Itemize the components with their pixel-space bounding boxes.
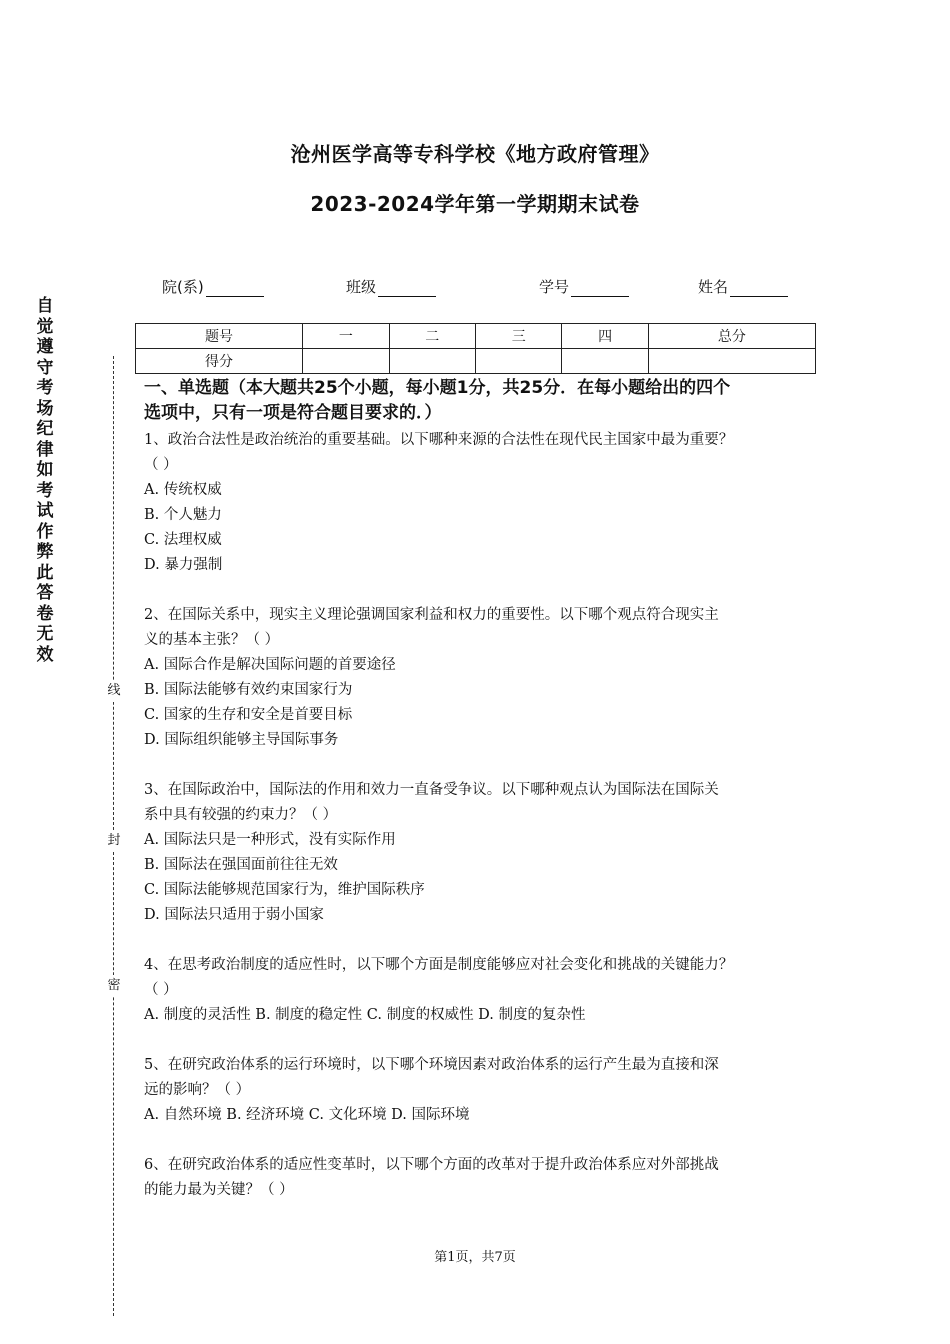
class-blank[interactable]: [378, 280, 436, 297]
option[interactable]: C. 法理权威: [144, 532, 222, 548]
question-text: 3、在国际政治中，国际法的作用和效力一直备受争议。以下哪种观点认为国际法在国际关: [144, 782, 719, 798]
score-table: [135, 323, 816, 374]
score-table-header-row: [136, 324, 816, 349]
exam-title-line2: 2023-2024学年第一学期期末试卷: [310, 192, 640, 216]
section-heading: [144, 376, 824, 426]
question-1: [144, 428, 824, 578]
question-text: （ ）: [144, 457, 178, 473]
question-6: [144, 1153, 824, 1203]
question-3: [144, 778, 824, 928]
seal-mark-secret: 密: [104, 975, 124, 997]
seal-mark-line: 线: [104, 680, 124, 702]
option[interactable]: A. 国际法只是一种形式，没有实际作用: [144, 832, 396, 848]
dept-blank[interactable]: [206, 280, 264, 297]
question-4: [144, 953, 824, 1028]
score-header-cell: 三: [475, 324, 561, 349]
question-text: 远的影响？（ ）: [144, 1082, 251, 1098]
class-field: [346, 276, 436, 297]
option[interactable]: B. 国际法在强国面前往往无效: [144, 857, 338, 873]
score-header-cell: 总分: [648, 324, 815, 349]
seal-mark-seal: 封: [104, 830, 124, 852]
option[interactable]: A. 传统权威: [144, 482, 222, 498]
question-text: 5、在研究政治体系的运行环境时，以下哪个环境因素对政治体系的运行产生最为直接和深: [144, 1057, 719, 1073]
name-blank[interactable]: [730, 280, 788, 297]
score-cell[interactable]: [648, 349, 815, 374]
option-row[interactable]: A. 制度的灵活性 B. 制度的稳定性 C. 制度的权威性 D. 制度的复杂性: [144, 1007, 586, 1023]
name-label: 姓名: [698, 278, 729, 296]
option[interactable]: D. 国际组织能够主导国际事务: [144, 732, 339, 748]
option-row[interactable]: A. 自然环境 B. 经济环境 C. 文化环境 D. 国际环境: [144, 1107, 470, 1123]
dept-label: 院(系): [162, 278, 204, 296]
question-2: [144, 603, 824, 753]
question-text: 2、在国际关系中，现实主义理论强调国家利益和权力的重要性。以下哪个观点符合现实主: [144, 607, 719, 623]
student-id-label: 学号: [539, 278, 570, 296]
question-text: 系中具有较强的约束力？（ ）: [144, 807, 338, 823]
question-text: （ ）: [144, 982, 178, 998]
question-text: 的能力最为关键？（ ）: [144, 1182, 294, 1198]
name-field: [698, 276, 788, 297]
student-id-field: [539, 276, 629, 297]
exam-title-line1: 沧州医学高等专科学校《地方政府管理》: [290, 142, 660, 166]
section-heading-line2: 选项中，只有一项是符合题目要求的．）: [144, 403, 442, 423]
score-header-cell: 一: [303, 324, 389, 349]
option[interactable]: B. 个人魅力: [144, 507, 222, 523]
score-cell[interactable]: [389, 349, 475, 374]
exam-content: [144, 376, 824, 1203]
score-row-label: 得分: [136, 349, 303, 374]
option[interactable]: D. 暴力强制: [144, 557, 223, 573]
dept-field: [162, 276, 264, 297]
question-5: [144, 1053, 824, 1128]
page-footer: 第1页，共7页: [434, 1250, 516, 1265]
score-cell[interactable]: [562, 349, 648, 374]
option[interactable]: D. 国际法只适用于弱小国家: [144, 907, 324, 923]
score-header-cell: 二: [389, 324, 475, 349]
question-text: 4、在思考政治制度的适应性时，以下哪个方面是制度能够应对社会变化和挑战的关键能力？: [144, 957, 734, 973]
section-heading-line1: 一、单选题（本大题共25个小题，每小题1分，共25分．在每小题给出的四个: [144, 378, 731, 398]
option[interactable]: B. 国际法能够有效约束国家行为: [144, 682, 353, 698]
class-label: 班级: [346, 278, 377, 296]
question-text: 1、政治合法性是政治统治的重要基础。以下哪种来源的合法性在现代民主国家中最为重要？: [144, 432, 734, 448]
option[interactable]: C. 国际法能够规范国家行为，维护国际秩序: [144, 882, 425, 898]
option[interactable]: C. 国家的生存和安全是首要目标: [144, 707, 353, 723]
score-table-score-row: [136, 349, 816, 374]
score-cell[interactable]: [303, 349, 389, 374]
side-notice: 自觉遵守考场纪律如考试作弊此答卷无效: [36, 296, 54, 665]
option[interactable]: A. 国际合作是解决国际问题的首要途径: [144, 657, 396, 673]
question-text: 义的基本主张？（ ）: [144, 632, 280, 648]
score-header-cell: 题号: [136, 324, 303, 349]
question-text: 6、在研究政治体系的适应性变革时，以下哪个方面的改革对于提升政治体系应对外部挑战: [144, 1157, 719, 1173]
score-cell[interactable]: [475, 349, 561, 374]
score-header-cell: 四: [562, 324, 648, 349]
student-id-blank[interactable]: [571, 280, 629, 297]
